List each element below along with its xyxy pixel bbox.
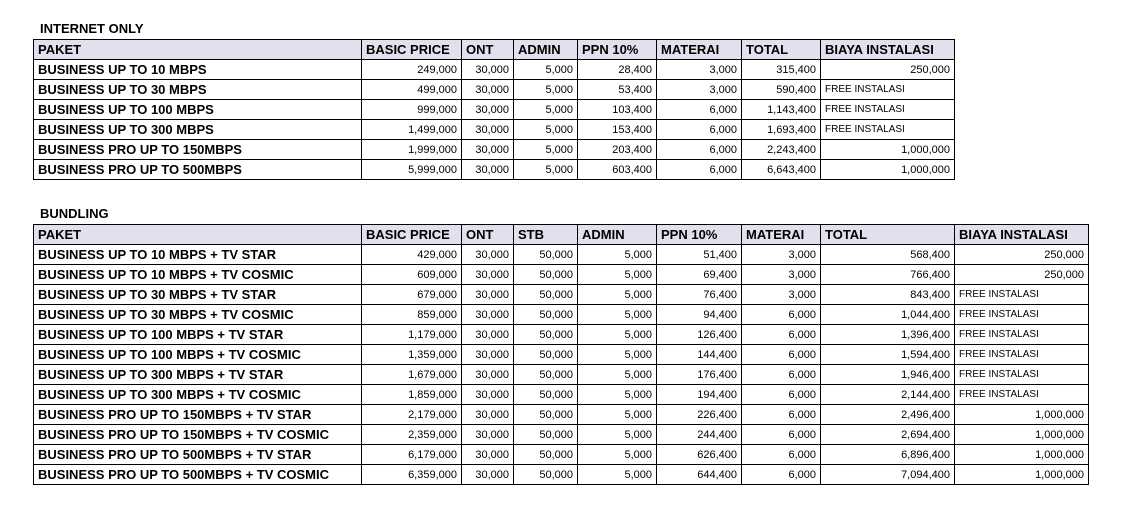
column-header: BIAYA INSTALASI xyxy=(955,225,1089,245)
price-cell: 176,400 xyxy=(657,365,742,385)
price-cell: 126,400 xyxy=(657,325,742,345)
price-cell: 1,946,400 xyxy=(821,365,955,385)
installation-fee: 250,000 xyxy=(955,265,1089,285)
price-cell: 2,243,400 xyxy=(742,140,821,160)
price-cell: 6,000 xyxy=(742,465,821,485)
package-name: BUSINESS PRO UP TO 500MBPS + TV STAR xyxy=(34,445,362,465)
package-name: BUSINESS PRO UP TO 500MBPS + TV COSMIC xyxy=(34,465,362,485)
price-cell: 30,000 xyxy=(462,305,514,325)
price-cell: 603,400 xyxy=(578,160,657,180)
price-cell: 6,179,000 xyxy=(362,445,462,465)
package-name: BUSINESS UP TO 100 MBPS + TV COSMIC xyxy=(34,345,362,365)
price-cell: 644,400 xyxy=(657,465,742,485)
internet-only-title: INTERNET ONLY xyxy=(40,21,144,36)
table-row xyxy=(34,345,1089,365)
table-row xyxy=(34,425,1089,445)
column-header: BIAYA INSTALASI xyxy=(821,40,955,60)
table-row xyxy=(34,305,1089,325)
price-cell: 5,000 xyxy=(578,465,657,485)
price-cell: 6,000 xyxy=(742,305,821,325)
price-cell: 1,999,000 xyxy=(362,140,462,160)
column-header: ADMIN xyxy=(514,40,578,60)
price-cell: 6,000 xyxy=(742,345,821,365)
price-cell: 50,000 xyxy=(514,405,578,425)
price-cell: 626,400 xyxy=(657,445,742,465)
price-cell: 6,000 xyxy=(742,385,821,405)
table-row xyxy=(34,100,955,120)
price-cell: 5,000 xyxy=(578,245,657,265)
price-cell: 50,000 xyxy=(514,445,578,465)
column-header: PPN 10% xyxy=(657,225,742,245)
package-name: BUSINESS UP TO 30 MBPS + TV STAR xyxy=(34,285,362,305)
package-name: BUSINESS PRO UP TO 500MBPS xyxy=(34,160,362,180)
column-header: PAKET xyxy=(34,225,362,245)
installation-fee: FREE INSTALASI xyxy=(955,305,1089,325)
installation-fee: 250,000 xyxy=(821,60,955,80)
price-cell: 50,000 xyxy=(514,425,578,445)
price-cell: 50,000 xyxy=(514,245,578,265)
installation-fee: FREE INSTALASI xyxy=(955,385,1089,405)
price-cell: 50,000 xyxy=(514,285,578,305)
price-cell: 3,000 xyxy=(742,285,821,305)
price-cell: 103,400 xyxy=(578,100,657,120)
price-cell: 30,000 xyxy=(462,120,514,140)
table-row xyxy=(34,325,1089,345)
price-cell: 5,000 xyxy=(578,305,657,325)
price-cell: 6,000 xyxy=(742,325,821,345)
column-header: BASIC PRICE xyxy=(362,40,462,60)
price-cell: 53,400 xyxy=(578,80,657,100)
installation-fee: 1,000,000 xyxy=(955,405,1089,425)
column-header: MATERAI xyxy=(657,40,742,60)
price-cell: 5,000 xyxy=(578,325,657,345)
price-cell: 76,400 xyxy=(657,285,742,305)
price-cell: 6,000 xyxy=(742,445,821,465)
price-cell: 50,000 xyxy=(514,325,578,345)
price-cell: 153,400 xyxy=(578,120,657,140)
price-cell: 244,400 xyxy=(657,425,742,445)
price-cell: 3,000 xyxy=(657,60,742,80)
installation-fee: 1,000,000 xyxy=(955,425,1089,445)
price-cell: 6,643,400 xyxy=(742,160,821,180)
price-cell: 568,400 xyxy=(821,245,955,265)
price-cell: 30,000 xyxy=(462,385,514,405)
price-cell: 3,000 xyxy=(657,80,742,100)
price-cell: 5,000 xyxy=(578,425,657,445)
package-name: BUSINESS PRO UP TO 150MBPS + TV COSMIC xyxy=(34,425,362,445)
price-cell: 30,000 xyxy=(462,265,514,285)
package-name: BUSINESS UP TO 10 MBPS + TV STAR xyxy=(34,245,362,265)
price-cell: 590,400 xyxy=(742,80,821,100)
column-header: ONT xyxy=(462,225,514,245)
price-cell: 5,000 xyxy=(514,120,578,140)
price-cell: 194,400 xyxy=(657,385,742,405)
price-cell: 50,000 xyxy=(514,305,578,325)
table-row xyxy=(34,140,955,160)
column-header: BASIC PRICE xyxy=(362,225,462,245)
price-cell: 30,000 xyxy=(462,365,514,385)
column-header: PAKET xyxy=(34,40,362,60)
price-cell: 5,000 xyxy=(578,345,657,365)
installation-fee: FREE INSTALASI xyxy=(821,120,955,140)
price-cell: 30,000 xyxy=(462,445,514,465)
price-cell: 2,359,000 xyxy=(362,425,462,445)
package-name: BUSINESS UP TO 300 MBPS + TV COSMIC xyxy=(34,385,362,405)
price-cell: 51,400 xyxy=(657,245,742,265)
price-cell: 2,144,400 xyxy=(821,385,955,405)
price-cell: 6,000 xyxy=(742,405,821,425)
table-row xyxy=(34,120,955,140)
header-row xyxy=(34,40,955,60)
price-cell: 5,000 xyxy=(514,160,578,180)
table-row xyxy=(34,60,955,80)
column-header: PPN 10% xyxy=(578,40,657,60)
price-cell: 28,400 xyxy=(578,60,657,80)
package-name: BUSINESS UP TO 30 MBPS + TV COSMIC xyxy=(34,305,362,325)
column-header: ONT xyxy=(462,40,514,60)
package-name: BUSINESS UP TO 10 MBPS + TV COSMIC xyxy=(34,265,362,285)
price-cell: 7,094,400 xyxy=(821,465,955,485)
price-cell: 6,359,000 xyxy=(362,465,462,485)
price-cell: 1,693,400 xyxy=(742,120,821,140)
installation-fee: 1,000,000 xyxy=(955,445,1089,465)
price-cell: 30,000 xyxy=(462,245,514,265)
table-row xyxy=(34,445,1089,465)
price-cell: 6,896,400 xyxy=(821,445,955,465)
price-cell: 5,000 xyxy=(578,445,657,465)
table-row xyxy=(34,80,955,100)
installation-fee: FREE INSTALASI xyxy=(821,80,955,100)
price-cell: 2,179,000 xyxy=(362,405,462,425)
price-cell: 226,400 xyxy=(657,405,742,425)
bundling-title: BUNDLING xyxy=(40,206,109,221)
price-cell: 609,000 xyxy=(362,265,462,285)
price-cell: 6,000 xyxy=(742,425,821,445)
price-cell: 6,000 xyxy=(657,100,742,120)
price-cell: 1,044,400 xyxy=(821,305,955,325)
package-name: BUSINESS PRO UP TO 150MBPS + TV STAR xyxy=(34,405,362,425)
package-name: BUSINESS UP TO 300 MBPS xyxy=(34,120,362,140)
price-cell: 843,400 xyxy=(821,285,955,305)
price-cell: 1,396,400 xyxy=(821,325,955,345)
price-cell: 429,000 xyxy=(362,245,462,265)
price-cell: 5,000 xyxy=(578,365,657,385)
package-name: BUSINESS UP TO 100 MBPS + TV STAR xyxy=(34,325,362,345)
price-cell: 30,000 xyxy=(462,425,514,445)
table-row xyxy=(34,265,1089,285)
price-cell: 5,000 xyxy=(514,140,578,160)
installation-fee: FREE INSTALASI xyxy=(955,285,1089,305)
price-cell: 5,000 xyxy=(514,100,578,120)
price-cell: 999,000 xyxy=(362,100,462,120)
price-cell: 30,000 xyxy=(462,345,514,365)
price-cell: 249,000 xyxy=(362,60,462,80)
package-name: BUSINESS UP TO 30 MBPS xyxy=(34,80,362,100)
price-cell: 859,000 xyxy=(362,305,462,325)
price-cell: 2,496,400 xyxy=(821,405,955,425)
internet-only-table xyxy=(33,39,955,180)
price-cell: 30,000 xyxy=(462,325,514,345)
price-cell: 30,000 xyxy=(462,80,514,100)
price-cell: 1,143,400 xyxy=(742,100,821,120)
price-cell: 5,999,000 xyxy=(362,160,462,180)
price-cell: 1,679,000 xyxy=(362,365,462,385)
price-cell: 2,694,400 xyxy=(821,425,955,445)
column-header: TOTAL xyxy=(742,40,821,60)
price-cell: 766,400 xyxy=(821,265,955,285)
header-row xyxy=(34,225,1089,245)
installation-fee: FREE INSTALASI xyxy=(821,100,955,120)
installation-fee: FREE INSTALASI xyxy=(955,365,1089,385)
price-cell: 69,400 xyxy=(657,265,742,285)
installation-fee: 1,000,000 xyxy=(821,140,955,160)
price-cell: 30,000 xyxy=(462,465,514,485)
price-cell: 30,000 xyxy=(462,140,514,160)
column-header: TOTAL xyxy=(821,225,955,245)
package-name: BUSINESS UP TO 100 MBPS xyxy=(34,100,362,120)
price-cell: 499,000 xyxy=(362,80,462,100)
table-row xyxy=(34,285,1089,305)
price-cell: 5,000 xyxy=(578,265,657,285)
price-cell: 50,000 xyxy=(514,385,578,405)
price-cell: 144,400 xyxy=(657,345,742,365)
price-cell: 1,859,000 xyxy=(362,385,462,405)
package-name: BUSINESS UP TO 300 MBPS + TV STAR xyxy=(34,365,362,385)
table-row xyxy=(34,465,1089,485)
price-cell: 50,000 xyxy=(514,465,578,485)
price-cell: 1,359,000 xyxy=(362,345,462,365)
price-cell: 1,594,400 xyxy=(821,345,955,365)
price-cell: 679,000 xyxy=(362,285,462,305)
price-cell: 315,400 xyxy=(742,60,821,80)
price-cell: 203,400 xyxy=(578,140,657,160)
table-row xyxy=(34,160,955,180)
price-cell: 30,000 xyxy=(462,60,514,80)
column-header: ADMIN xyxy=(578,225,657,245)
price-cell: 30,000 xyxy=(462,285,514,305)
price-cell: 6,000 xyxy=(657,120,742,140)
price-cell: 6,000 xyxy=(657,140,742,160)
price-cell: 30,000 xyxy=(462,405,514,425)
price-cell: 6,000 xyxy=(657,160,742,180)
column-header: MATERAI xyxy=(742,225,821,245)
price-cell: 3,000 xyxy=(742,265,821,285)
installation-fee: 1,000,000 xyxy=(821,160,955,180)
price-cell: 30,000 xyxy=(462,160,514,180)
bundling-table xyxy=(33,224,1089,485)
price-cell: 30,000 xyxy=(462,100,514,120)
price-cell: 5,000 xyxy=(578,385,657,405)
price-cell: 50,000 xyxy=(514,265,578,285)
price-cell: 94,400 xyxy=(657,305,742,325)
price-cell: 5,000 xyxy=(578,285,657,305)
installation-fee: FREE INSTALASI xyxy=(955,345,1089,365)
price-cell: 50,000 xyxy=(514,365,578,385)
table-row xyxy=(34,365,1089,385)
price-cell: 6,000 xyxy=(742,365,821,385)
table-row xyxy=(34,385,1089,405)
installation-fee: 250,000 xyxy=(955,245,1089,265)
column-header: STB xyxy=(514,225,578,245)
installation-fee: 1,000,000 xyxy=(955,465,1089,485)
price-cell: 1,179,000 xyxy=(362,325,462,345)
price-cell: 5,000 xyxy=(578,405,657,425)
price-cell: 1,499,000 xyxy=(362,120,462,140)
table-row xyxy=(34,405,1089,425)
price-cell: 5,000 xyxy=(514,80,578,100)
price-cell: 5,000 xyxy=(514,60,578,80)
price-cell: 3,000 xyxy=(742,245,821,265)
package-name: BUSINESS UP TO 10 MBPS xyxy=(34,60,362,80)
price-cell: 50,000 xyxy=(514,345,578,365)
table-row xyxy=(34,245,1089,265)
installation-fee: FREE INSTALASI xyxy=(955,325,1089,345)
package-name: BUSINESS PRO UP TO 150MBPS xyxy=(34,140,362,160)
